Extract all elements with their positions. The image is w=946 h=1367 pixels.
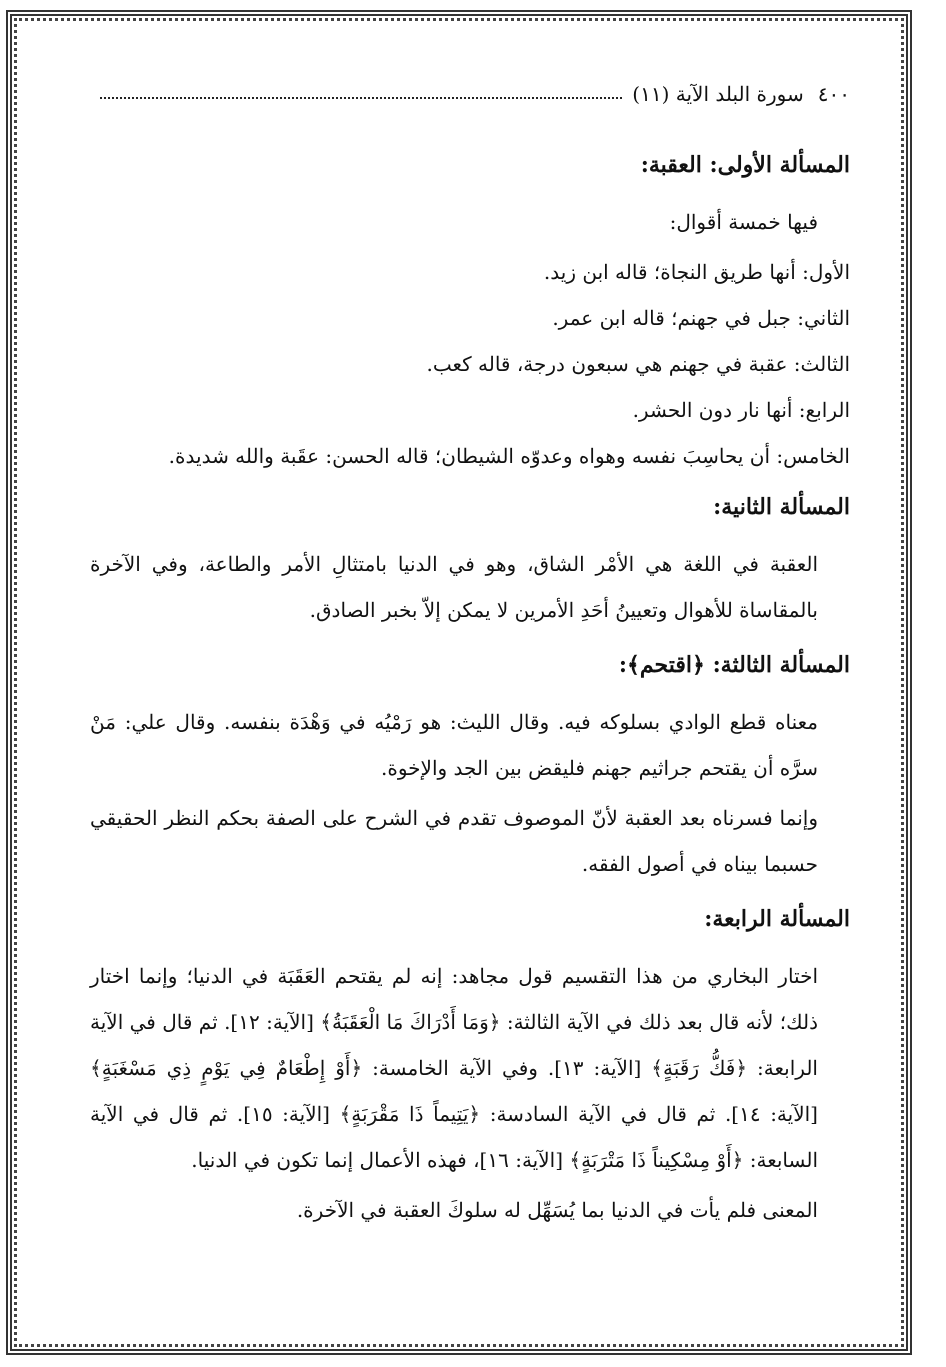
paragraph: اختار البخاري من هذا التقسيم قول مجاهد: إنه لم يقتحم العَقَبَة في الدنيا؛ وإنما اختار ذلك؛ لأنه قال بعد ذلك في الآية الثالثة: ﴿وَمَا أَدْرَاكَ مَا الْعَقَبَةُ﴾ [الآية: ١٢]. ثم قال في الآية الرابعة: ﴿فَكُّ رَقَبَةٍ﴾ [الآية: ١٣]. وفي الآية الخامسة: ﴿أَوْ إِطْعَامٌ فِي يَوْمٍ ذِي مَسْغَبَةٍ﴾ [الآية: ١٤]. ثم قال في الآية السادسة: ﴿يَتِيماً ذَا مَقْرَبَةٍ﴾ [الآية: ١٥]. ثم قال في الآية السابعة: ﴿أَوْ مِسْكِيناً ذَا مَتْرَبَةٍ﴾ [الآية: ١٦]، فهذه الأعمال إنما تكون في الدنيا. bbox=[90, 964, 819, 1172]
section-heading-1: المسألة الأولى: العقبة: bbox=[640, 152, 850, 178]
section-intro-1: فيها خمسة أقوال: bbox=[669, 210, 818, 234]
page-number: ٤٠٠ bbox=[817, 82, 850, 106]
book-page bbox=[60, 60, 850, 1320]
page-body bbox=[90, 145, 850, 1237]
paragraph: معناه قطع الوادي بسلوكه فيه. وقال الليث: هو رَمْيُه في وَهْدَة بنفسه. وقال علي: مَنْ سرَّه أن يقتحم جراثيم جهنم فليقض بين الجد والإخوة. bbox=[90, 710, 818, 780]
paragraph: المعنى فلم يأت في الدنيا بما يُسَهِّل له سلوكَ العقبة في الآخرة. bbox=[296, 1198, 818, 1222]
list-item: الثاني: جبل في جهنم؛ قاله ابن عمر. bbox=[552, 306, 850, 330]
list-item: الأول: أنها طريق النجاة؛ قاله ابن زيد. bbox=[543, 260, 850, 284]
paragraph: وإنما فسرناه بعد العقبة لأنّ الموصوف تقدم في الشرح على الصفة بحكم النظر الحقيقي حسبما بيناه في أصول الفقه. bbox=[90, 806, 818, 876]
list-item: الثالث: عقبة في جهنم هي سبعون درجة، قاله كعب. bbox=[426, 352, 850, 376]
list-item: الخامس: أن يحاسِبَ نفسه وهواه وعدوّه الشيطان؛ قاله الحسن: عقَبة والله شديدة. bbox=[168, 444, 850, 468]
paragraph: العقبة في اللغة هي الأمْر الشاق، وهو في الدنيا بامتثالِ الأمر والطاعة، وفي الآخرة بالمقاساة للأهوال وتعيينُ أحَدِ الأمرين لا يمكن إلاّ بخبر الصادق. bbox=[90, 552, 818, 622]
leader-dots bbox=[100, 97, 622, 99]
list-item: الرابع: أنها نار دون الحشر. bbox=[632, 398, 850, 422]
running-title: سورة البلد الآية (١١) bbox=[632, 82, 804, 106]
running-header bbox=[90, 82, 850, 106]
section-heading-4: المسألة الرابعة: bbox=[704, 906, 850, 932]
section-heading-2: المسألة الثانية: bbox=[713, 494, 850, 520]
section-heading-3: المسألة الثالثة: ﴿اقتحم﴾: bbox=[618, 652, 850, 678]
